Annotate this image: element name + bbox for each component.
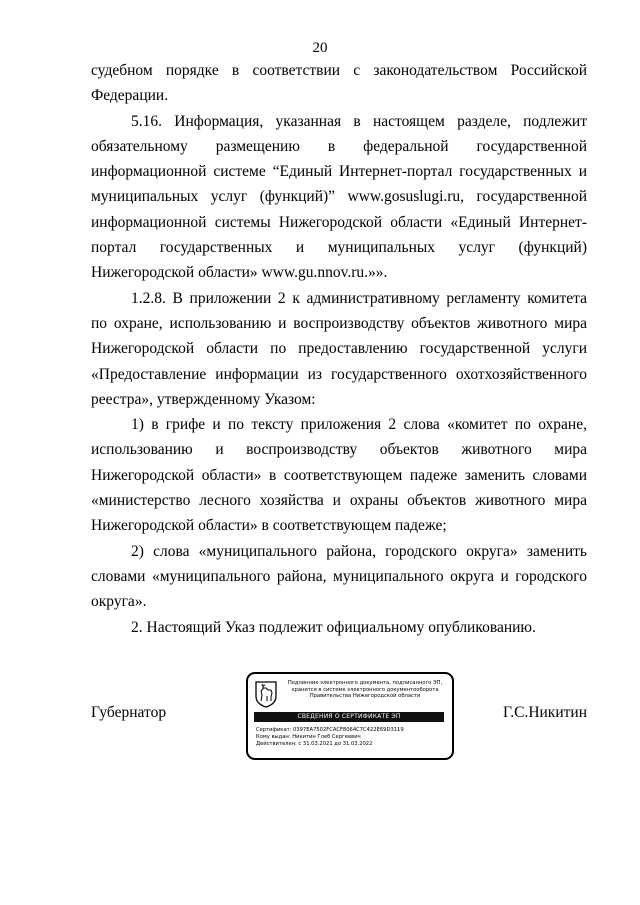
nizhny-novgorod-deer-emblem-icon	[254, 680, 278, 708]
signatory-position: Губернатор	[91, 704, 167, 721]
stamp-header-line: Правительства Нижегородской области	[309, 693, 421, 700]
document-body	[91, 58, 587, 640]
certificate-owner: Кому выдан: Никитин Глеб Сергеевич	[256, 733, 361, 740]
certificate-validity: Действителен: с 31.03.2021 до 31.03.2022	[256, 740, 373, 747]
stamp-header	[282, 680, 448, 700]
certificate-title-bar: СВЕДЕНИЯ О СЕРТИФИКАТЕ ЭП	[254, 712, 444, 722]
stamp-header-line: хранится в системе электронного документооборота	[291, 686, 439, 693]
certificate-details	[256, 727, 446, 747]
electronic-signature-stamp	[246, 672, 454, 760]
stamp-header-line: Подлинник электронного документа, подписанного ЭП,	[287, 680, 443, 686]
signature-block	[91, 672, 587, 762]
paragraph-5-16: 5.16. Информация, указанная в настоящем разделе, подлежит обязательному размещению в федеральной государственной информационной системе “Единый Интернет-портал государственных и муниципальных услуг (функций)” www.gosuslugi.ru, государственной информационной системы Нижегородской области «Единый Интернет-портал государственных и муниципальных услуг (функций) Нижегородской области» www.gu.nnov.ru.»».	[91, 112, 587, 282]
signatory-name: Г.С.Никитин	[503, 704, 587, 721]
paragraph-publication: 2. Настоящий Указ подлежит официальному опубликованию.	[131, 618, 536, 636]
page-number: 20	[312, 40, 328, 56]
paragraph-item-1: 1) в грифе и по тексту приложения 2 слова «комитет по охране, использованию и воспроизводству объектов животного мира Нижегородской области» в соответствующем падеже заменить словами «министерство лесного хозяйства и охраны объектов животного мира Нижегородской области» в соответствующем падеже;	[91, 416, 587, 535]
certificate-number: Сертификат: 0397EA7502FCACF8064C7C422E69D3119	[256, 727, 404, 733]
paragraph-continuation: судебном порядке в соответствии с законодательством Российской Федерации.	[91, 62, 587, 105]
paragraph-1-2-8: 1.2.8. В приложении 2 к административному регламенту комитета по охране, использованию и воспроизводству объектов животного мира Нижегородской области по предоставлению государственной услуги «Предоставление информации из государственного охотхозяйственного реестра», утвержденному Указом:	[91, 289, 587, 408]
paragraph-item-2: 2) слова «муниципального района, городского округа» заменить словами «муниципального района, муниципального округа и городского округа».	[91, 542, 587, 611]
